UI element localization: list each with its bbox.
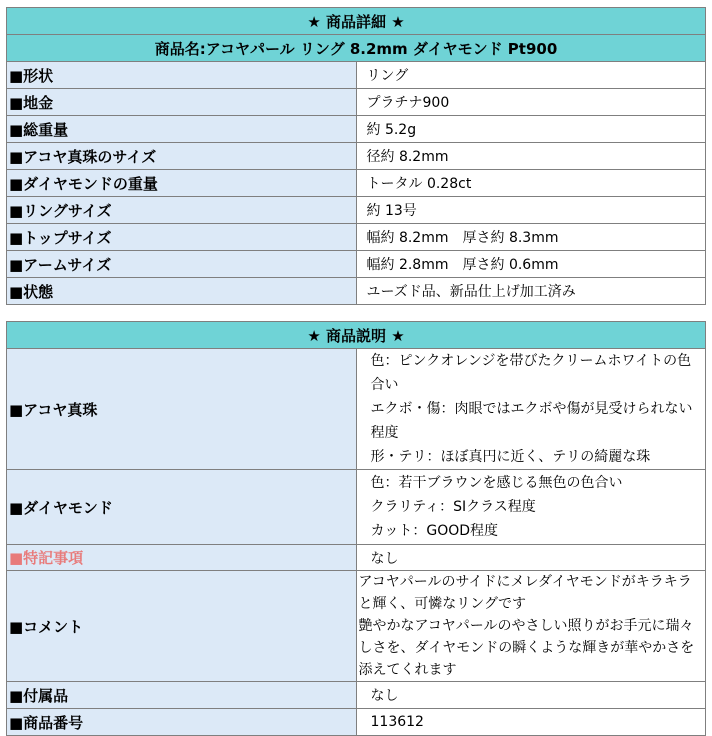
spec-row [7,143,706,170]
spec-table [6,7,706,305]
pearl-row [7,349,706,470]
spec-row [7,170,706,197]
diamond-row [7,470,706,545]
spec-row [7,116,706,143]
number-label: ■商品番号 [7,709,357,736]
spec-row [7,89,706,116]
number-row [7,709,706,736]
pearl-details [356,349,706,470]
spec-value: 幅約 8.2mm 厚さ約 8.3mm [356,224,706,251]
comment-label: ■コメント [7,571,357,682]
pearl-blemish: エクボ・傷：肉眼ではエクボや傷が見受けられない程度 [370,401,693,441]
special-row [7,545,706,571]
number-value: 113612 [356,709,706,736]
spec-label: ■状態 [7,278,357,305]
accessory-row [7,682,706,709]
description-table [6,321,706,736]
pearl-color: 色：ピンクオレンジを帯びたクリームホワイトの色合い [370,353,692,393]
spec-label: ■地金 [7,89,357,116]
spec-label: ■形状 [7,62,357,89]
accessory-label: ■付属品 [7,682,357,709]
accessory-value: なし [356,682,706,709]
spec-label: ■アコヤ真珠のサイズ [7,143,357,170]
spec-label: ■アームサイズ [7,251,357,278]
comment-line: アコヤパールのサイドにメレダイヤモンドがキラキラと輝く、可憐なリングです [358,574,692,612]
spec-value: ユーズド品、新品仕上げ加工済み [356,278,706,305]
spec-row [7,278,706,305]
comment-line: 艶やかなアコヤパールのやさしい照りがお手元に瑞々しさを、ダイヤモンドの瞬くような輝きが華やかさを添えてくれます [358,618,695,678]
spec-value: 約 13号 [356,197,706,224]
special-value: なし [356,545,706,571]
spec-label: ■総重量 [7,116,357,143]
spec-value: トータル 0.28ct [356,170,706,197]
spec-value: 幅約 2.8mm 厚さ約 0.6mm [356,251,706,278]
pearl-shape: 形・テリ：ほぼ真円に近く、テリの綺麗な珠 [370,449,651,465]
spec-label: ■トップサイズ [7,224,357,251]
diamond-color: 色：若干ブラウンを感じる無色の色合い [370,475,623,491]
product-name: 商品名:アコヤパール リング 8.2mm ダイヤモンド Pt900 [7,35,706,62]
description-header: ★ 商品説明 ★ [7,322,706,349]
spec-label: ■リングサイズ [7,197,357,224]
spec-header: ★ 商品詳細 ★ [7,8,706,35]
diamond-clarity: クラリティ：SIクラス程度 [370,499,536,515]
diamond-details [356,470,706,545]
spec-row [7,197,706,224]
diamond-label: ■ダイヤモンド [7,470,357,545]
spec-value: 径約 8.2mm [356,143,706,170]
pearl-label: ■アコヤ真珠 [7,349,357,470]
spec-row [7,224,706,251]
spec-row [7,62,706,89]
spec-value: 約 5.2g [356,116,706,143]
spec-value: リング [356,62,706,89]
spec-label: ■ダイヤモンドの重量 [7,170,357,197]
spec-row [7,251,706,278]
comment-row [7,571,706,682]
spec-value: プラチナ900 [356,89,706,116]
comment-text [356,571,706,682]
diamond-cut: カット：GOOD程度 [370,523,499,539]
special-label: ■特記事項 [7,545,357,571]
